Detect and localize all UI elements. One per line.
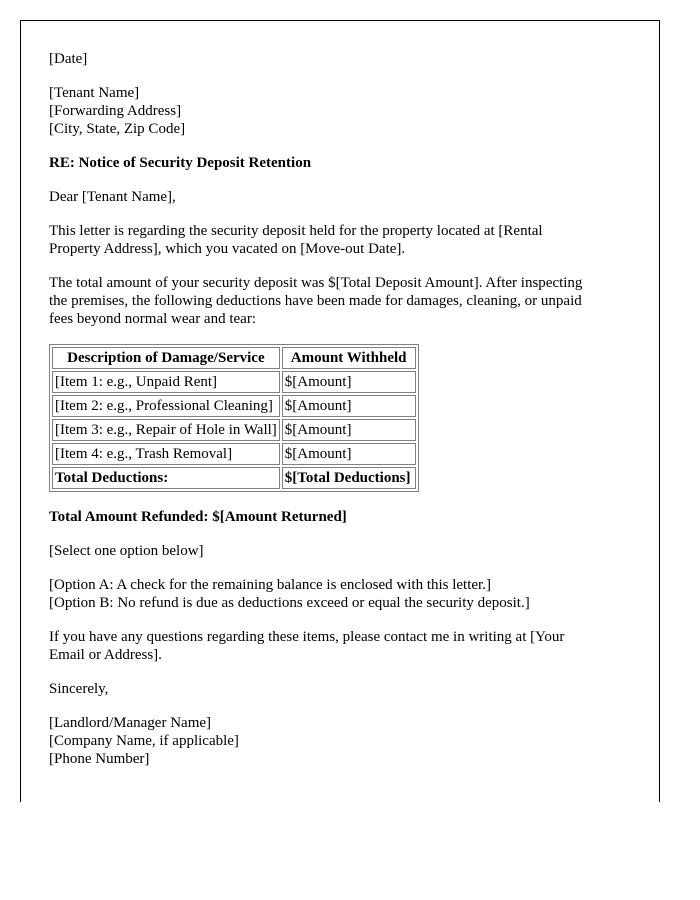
item-description: [Item 3: e.g., Repair of Hole in Wall] (52, 419, 280, 441)
salutation-block (49, 188, 629, 206)
column-header-amount: Amount Withheld (282, 347, 416, 369)
item-description: [Item 1: e.g., Unpaid Rent] (52, 371, 280, 393)
item-description: [Item 2: e.g., Professional Cleaning] (52, 395, 280, 417)
intro-line-2: Property Address], which you vacated on [Move-out Date]. (49, 241, 406, 257)
date-block (49, 50, 629, 68)
deductions-table (49, 344, 419, 492)
signer-phone: [Phone Number] (49, 751, 150, 767)
closing: Sincerely, (49, 681, 109, 697)
closing-block (49, 680, 629, 698)
item-amount: $[Amount] (282, 419, 416, 441)
recipient-address-block (49, 84, 629, 138)
table-total-row (52, 467, 416, 489)
questions-line-2: Email or Address]. (49, 647, 162, 663)
letter-page (20, 20, 660, 802)
refund-block (49, 508, 629, 526)
option-b: [Option B: No refund is due as deductions exceed or equal the security deposit.] (49, 595, 530, 611)
signer-name: [Landlord/Manager Name] (49, 715, 212, 731)
letter-date: [Date] (49, 51, 88, 67)
deductions-intro-line-2: the premises, the following deductions have been made for damages, cleaning, or unpaid (49, 293, 582, 309)
questions-line-1: If you have any questions regarding these items, please contact me in writing at [Your (49, 629, 565, 645)
deductions-intro-line-3: fees beyond normal wear and tear: (49, 311, 256, 327)
column-header-description: Description of Damage/Service (52, 347, 280, 369)
intro-line-1: This letter is regarding the security deposit held for the property located at [Rental (49, 223, 543, 239)
recipient-address: [Forwarding Address] (49, 103, 182, 119)
signature-block (49, 714, 629, 768)
deductions-intro-paragraph (49, 274, 629, 328)
item-amount: $[Amount] (282, 395, 416, 417)
options-block (49, 576, 629, 612)
deductions-intro-line-1: The total amount of your security deposit was $[Total Deposit Amount]. After inspecting (49, 275, 583, 291)
option-a: [Option A: A check for the remaining balance is enclosed with this letter.] (49, 577, 491, 593)
item-description: [Item 4: e.g., Trash Removal] (52, 443, 280, 465)
subject-line: RE: Notice of Security Deposit Retention (49, 155, 312, 171)
table-row (52, 443, 416, 465)
total-label: Total Deductions: (52, 467, 280, 489)
recipient-city-state-zip: [City, State, Zip Code] (49, 121, 186, 137)
questions-paragraph (49, 628, 629, 664)
subject-block (49, 154, 629, 172)
item-amount: $[Amount] (282, 371, 416, 393)
table-row (52, 419, 416, 441)
total-amount: $[Total Deductions] (282, 467, 416, 489)
table-row (52, 395, 416, 417)
signer-company: [Company Name, if applicable] (49, 733, 239, 749)
select-prompt-block (49, 542, 629, 560)
recipient-name: [Tenant Name] (49, 85, 140, 101)
salutation: Dear [Tenant Name], (49, 189, 176, 205)
table-header-row (52, 347, 416, 369)
table-row (52, 371, 416, 393)
intro-paragraph (49, 222, 629, 258)
letter-body (49, 50, 629, 784)
select-option-prompt: [Select one option below] (49, 543, 204, 559)
refund-amount-line: Total Amount Refunded: $[Amount Returned] (49, 509, 347, 525)
item-amount: $[Amount] (282, 443, 416, 465)
